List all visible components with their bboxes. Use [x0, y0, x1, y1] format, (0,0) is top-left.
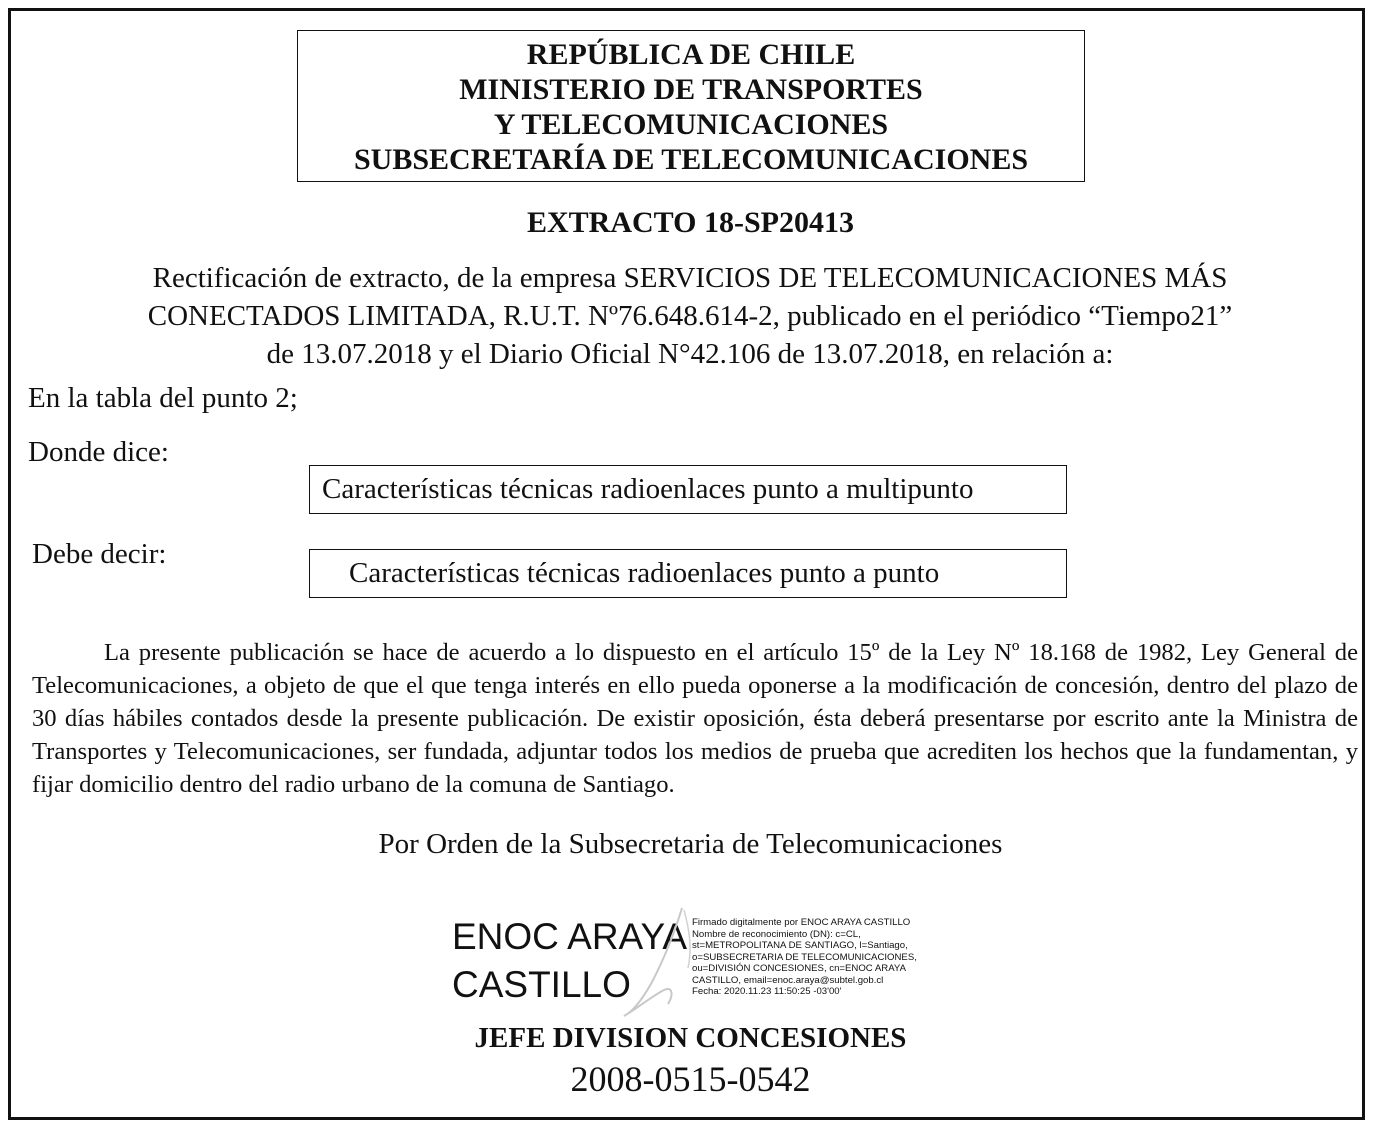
signature-detail-line: Nombre de reconocimiento (DN): c=CL, — [692, 928, 861, 940]
debe-decir-box — [309, 549, 1067, 598]
signature-detail-line: o=SUBSECRETARIA DE TELECOMUNICACIONES, — [692, 951, 917, 963]
signature-detail-line: Firmado digitalmente por ENOC ARAYA CASTILLO — [692, 917, 911, 928]
signature-detail-line: Fecha: 2020.11.23 11:50:25 -03'00' — [692, 986, 842, 997]
signer-role: JEFE DIVISION CONCESIONES — [474, 1022, 907, 1054]
signature-detail-line: CASTILLO, email=enoc.araya@subtel.gob.cl — [692, 974, 884, 986]
intro-line: Rectificación de extracto, de la empresa SERVICIOS DE TELECOMUNICACIONES MÁS — [152, 262, 1228, 294]
header-line: REPÚBLICA DE CHILE — [526, 38, 856, 71]
donde-dice-value: Características técnicas radioenlaces punto a multipunto — [322, 473, 974, 505]
debe-decir-value: Características técnicas radioenlaces punto a punto — [349, 557, 940, 589]
intro-line: de 13.07.2018 y el Diario Oficial N°42.106 de 13.07.2018, en relación a: — [266, 338, 1114, 370]
document-code: 2008-0515-0542 — [570, 1059, 811, 1099]
body-paragraph — [32, 636, 1358, 801]
header-box — [297, 30, 1085, 182]
order-line: Por Orden de la Subsecretaria de Telecomunicaciones — [378, 828, 1003, 860]
signature-detail-line: st=METROPOLITANA DE SANTIAGO, l=Santiago, — [692, 940, 908, 951]
signer-name-line: CASTILLO — [452, 964, 631, 1005]
signature-detail-line: ou=DIVISIÓN CONCESIONES, cn=ENOC ARAYA — [692, 963, 906, 974]
intro-paragraph — [40, 259, 1340, 373]
header-line: Y TELECOMUNICACIONES — [493, 108, 889, 141]
header-line: MINISTERIO DE TRANSPORTES — [459, 73, 923, 106]
digital-signature-details — [692, 917, 917, 998]
donde-dice-label: Donde dice: — [28, 436, 169, 468]
header-line: SUBSECRETARÍA DE TELECOMUNICACIONES — [353, 143, 1029, 176]
table-reference: En la tabla del punto 2; — [28, 382, 298, 414]
body-text: La presente publicación se hace de acuerdo a lo dispuesto en el artículo 15º de la Ley Nº 18.168 de 1982, Ley General de Telecomunicaciones, a objeto de que el que tenga interés en ello pueda oponerse a la modificación de concesión, dentro del plazo de 30 días hábiles contados desde la presente publicación. De existir oposición, ésta deberá presentarse por escrito ante la Ministra de Transportes y Telecomunicaciones, ser fundada, adjuntar todos los medios de prueba que acrediten los hechos que la fundamentan, y fijar domicilio dentro del radio urbano de la comuna de Santiago. — [32, 639, 1358, 798]
donde-dice-box — [309, 465, 1067, 514]
intro-line: CONECTADOS LIMITADA, R.U.T. Nº76.648.614-2, publicado en el periódico “Tiempo21” — [147, 300, 1233, 332]
document-title: EXTRACTO 18-SP20413 — [527, 206, 854, 239]
signer-name-line: ENOC ARAYA — [452, 916, 688, 957]
debe-decir-label: Debe decir: — [32, 538, 167, 570]
